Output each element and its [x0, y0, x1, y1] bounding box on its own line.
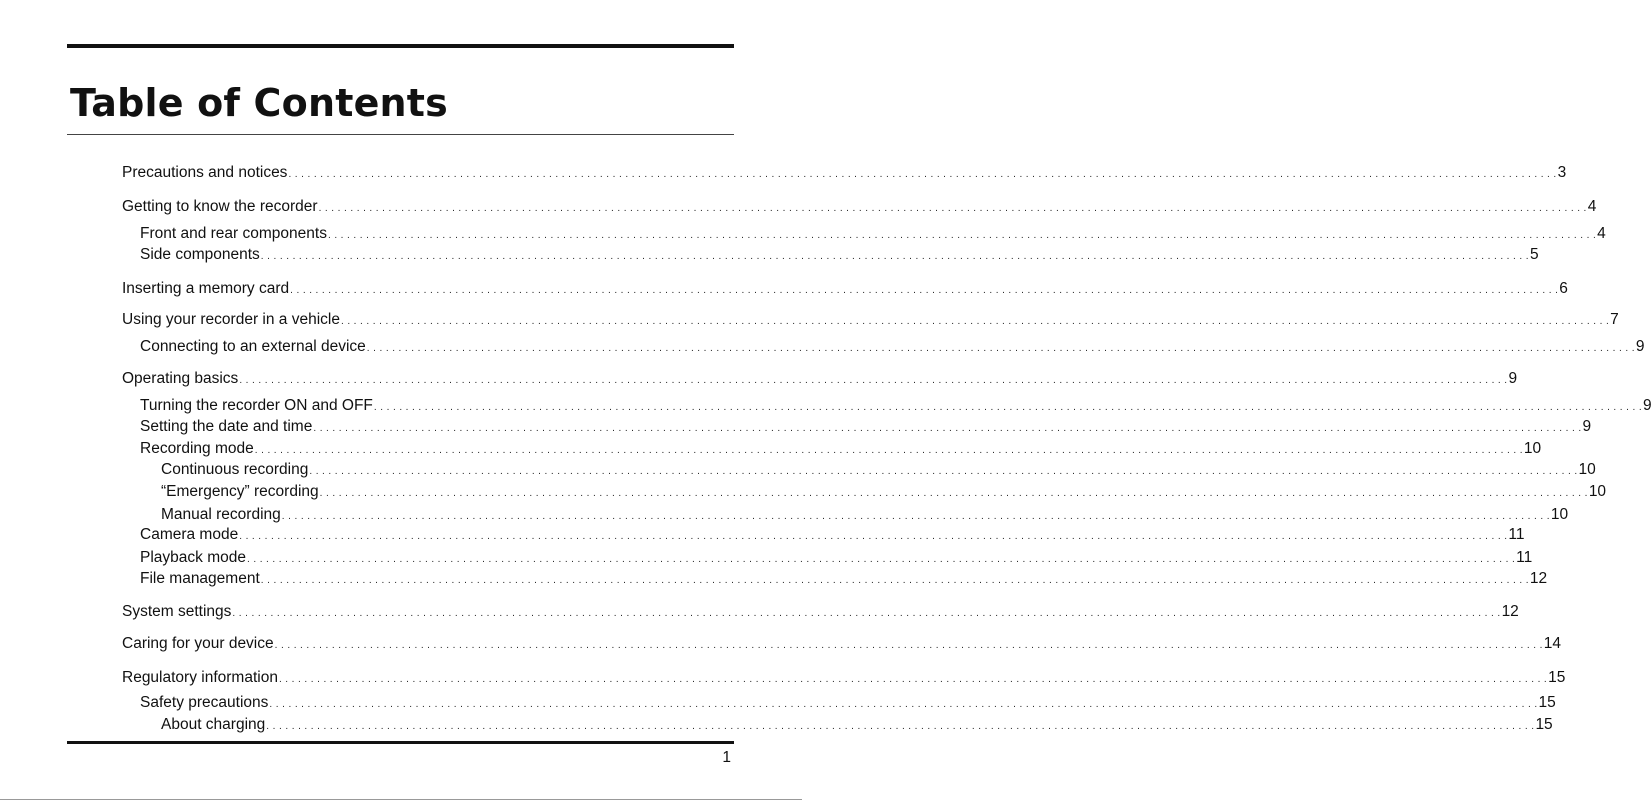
- dot-leader: . . . . . . . . . . . . . . . . . . . . . . . . . . . . . . . . . . . . . . . . . . . . . . . . . . . . . . . . . . . . . . . . . . . . . . . . . . . . . . . . . . . . . . . . . . . . . . . . . . . . . . . . . . . . . . . . . . . . . . . . . . . . . . . . . . . . . . . . . . . . . . . . . . . . . . . . . . . . . . . . . . . . . . . . . . . . . . . . . . . . . . . . . . . . . . . . . . . . . . . .: [340, 316, 1610, 327]
- dot-leader: . . . . . . . . . . . . . . . . . . . . . . . . . . . . . . . . . . . . . . . . . . . . . . . . . . . . . . . . . . . . . . . . . . . . . . . . . . . . . . . . . . . . . . . . . . . . . . . . . . . . . . . . . . . . . . . . . . . . . . . . . . . . . . . . . . . . . . . . . . . . . . . . . . . . . . . . . . . . . . . . . . . . . . . . . . . . . . . . . . . . . . . . . . . . . . . . . . . . . . . .: [274, 640, 1543, 651]
- dot-leader: . . . . . . . . . . . . . . . . . . . . . . . . . . . . . . . . . . . . . . . . . . . . . . . . . . . . . . . . . . . . . . . . . . . . . . . . . . . . . . . . . . . . . . . . . . . . . . . . . . . . . . . . . . . . . . . . . . . . . . . . . . . . . . . . . . . . . . . . . . . . . . . . . . . . . . . . . . . . . . . . . . . . . . . . . . . . . . . . . . . . . . . . . . . . . . . . . . . . . . . .: [266, 721, 1535, 732]
- toc-entry[interactable]: [140, 568, 1548, 590]
- toc-entry-page: 14: [1543, 635, 1562, 652]
- dot-leader: . . . . . . . . . . . . . . . . . . . . . . . . . . . . . . . . . . . . . . . . . . . . . . . . . . . . . . . . . . . . . . . . . . . . . . . . . . . . . . . . . . . . . . . . . . . . . . . . . . . . . . . . . . . . . . . . . . . . . . . . . . . . . . . . . . . . . . . . . . . . . . . . . . . . . . . . . . . . . . . . . . . . . . . . . . . . . . . . . . . . . . . . . . . . . . . . . . . . . . . .: [290, 285, 1559, 296]
- dot-leader: . . . . . . . . . . . . . . . . . . . . . . . . . . . . . . . . . . . . . . . . . . . . . . . . . . . . . . . . . . . . . . . . . . . . . . . . . . . . . . . . . . . . . . . . . . . . . . . . . . . . . . . . . . . . . . . . . . . . . . . . . . . . . . . . . . . . . . . . . . . . . . . . . . . . . . . . . . . . . . . . . . . . . . . . . . . . . . . . . . . . . . . . . . . . . . . . . . . . . . . .: [278, 674, 1548, 685]
- toc-entry-page: 9: [1643, 397, 1652, 414]
- toc-entry-page: 9: [1635, 338, 1645, 355]
- toc-entry[interactable]: [122, 278, 1568, 300]
- toc-entry-page: 4: [1597, 225, 1606, 242]
- dot-leader: . . . . . . . . . . . . . . . . . . . . . . . . . . . . . . . . . . . . . . . . . . . . . . . . . . . . . . . . . . . . . . . . . . . . . . . . . . . . . . . . . . . . . . . . . . . . . . . . . . . . . . . . . . . . . . . . . . . . . . . . . . . . . . . . . . . . . . . . . . . . . . . . . . . . . . . . . . . . . . . . . . . . . . . . . . . . . . . . . . . . . . . . . . . . . . . . . . . . . . . .: [239, 375, 1508, 386]
- footer-rule: [67, 741, 734, 744]
- toc-entry-label: Setting the date and time: [140, 418, 313, 435]
- toc-entry-label: File management: [140, 570, 260, 587]
- toc-entry-page: 10: [1523, 440, 1542, 457]
- toc-entry-label: Inserting a memory card: [122, 280, 290, 297]
- toc-entry[interactable]: [140, 223, 1606, 245]
- toc-entry-label: Precautions and notices: [122, 164, 288, 181]
- dot-leader: . . . . . . . . . . . . . . . . . . . . . . . . . . . . . . . . . . . . . . . . . . . . . . . . . . . . . . . . . . . . . . . . . . . . . . . . . . . . . . . . . . . . . . . . . . . . . . . . . . . . . . . . . . . . . . . . . . . . . . . . . . . . . . . . . . . . . . . . . . . . . . . . . . . . . . . . . . . . . . . . . . . . . . . . . . . . . . . . . . . . . . . . . . . . . . . . . . . . . . . .: [309, 466, 1578, 477]
- page-edge: [0, 799, 802, 800]
- toc-entry-label: About charging: [161, 716, 266, 733]
- dot-leader: . . . . . . . . . . . . . . . . . . . . . . . . . . . . . . . . . . . . . . . . . . . . . . . . . . . . . . . . . . . . . . . . . . . . . . . . . . . . . . . . . . . . . . . . . . . . . . . . . . . . . . . . . . . . . . . . . . . . . . . . . . . . . . . . . . . . . . . . . . . . . . . . . . . . . . . . . . . . . . . . . . . . . . . . . . . . . . . . . . . . . . . . . . . . . . . . . . . . . . . .: [232, 608, 1501, 619]
- dot-leader: . . . . . . . . . . . . . . . . . . . . . . . . . . . . . . . . . . . . . . . . . . . . . . . . . . . . . . . . . . . . . . . . . . . . . . . . . . . . . . . . . . . . . . . . . . . . . . . . . . . . . . . . . . . . . . . . . . . . . . . . . . . . . . . . . . . . . . . . . . . . . . . . . . . . . . . . . . . . . . . . . . . . . . . . . . . . . . . . . . . . . . . . . . . . . . . . . . . . . . . .: [288, 169, 1557, 180]
- toc-entry-page: 4: [1587, 198, 1597, 215]
- toc-entry[interactable]: [122, 368, 1518, 390]
- dot-leader: . . . . . . . . . . . . . . . . . . . . . . . . . . . . . . . . . . . . . . . . . . . . . . . . . . . . . . . . . . . . . . . . . . . . . . . . . . . . . . . . . . . . . . . . . . . . . . . . . . . . . . . . . . . . . . . . . . . . . . . . . . . . . . . . . . . . . . . . . . . . . . . . . . . . . . . . . . . . . . . . . . . . . . . . . . . . . . . . . . . . . . . . . . . . . . . . . . . . . . . .: [260, 251, 1529, 262]
- dot-leader: . . . . . . . . . . . . . . . . . . . . . . . . . . . . . . . . . . . . . . . . . . . . . . . . . . . . . . . . . . . . . . . . . . . . . . . . . . . . . . . . . . . . . . . . . . . . . . . . . . . . . . . . . . . . . . . . . . . . . . . . . . . . . . . . . . . . . . . . . . . . . . . . . . . . . . . . . . . . . . . . . . . . . . . . . . . . . . . . . . . . . . . . . . . . . . . . . . . . . . . .: [373, 402, 1643, 413]
- toc-entry[interactable]: [122, 309, 1619, 331]
- dot-leader: . . . . . . . . . . . . . . . . . . . . . . . . . . . . . . . . . . . . . . . . . . . . . . . . . . . . . . . . . . . . . . . . . . . . . . . . . . . . . . . . . . . . . . . . . . . . . . . . . . . . . . . . . . . . . . . . . . . . . . . . . . . . . . . . . . . . . . . . . . . . . . . . . . . . . . . . . . . . . . . . . . . . . . . . . . . . . . . . . . . . . . . . . . . . . . . . . . . . . . . .: [327, 230, 1597, 241]
- toc-entry-page: 9: [1508, 370, 1518, 387]
- toc-entry[interactable]: [161, 714, 1553, 736]
- toc-entry-label: Continuous recording: [161, 461, 309, 478]
- page-title: Table of Contents: [70, 81, 448, 125]
- toc-entry-label: Side components: [140, 246, 260, 263]
- toc-entry-label: Operating basics: [122, 370, 239, 387]
- toc-entry[interactable]: [161, 481, 1607, 503]
- toc-entry[interactable]: [140, 416, 1592, 438]
- toc-entry[interactable]: [161, 504, 1569, 526]
- toc-entry-page: 11: [1508, 526, 1525, 543]
- toc-entry[interactable]: [122, 633, 1562, 655]
- toc-entry-page: 9: [1582, 418, 1592, 435]
- toc-entry-page: 15: [1538, 694, 1556, 711]
- toc-entry-label: “Emergency” recording: [161, 483, 319, 500]
- toc-entry-label: System settings: [122, 603, 232, 620]
- toc-entry[interactable]: [140, 438, 1542, 460]
- dot-leader: . . . . . . . . . . . . . . . . . . . . . . . . . . . . . . . . . . . . . . . . . . . . . . . . . . . . . . . . . . . . . . . . . . . . . . . . . . . . . . . . . . . . . . . . . . . . . . . . . . . . . . . . . . . . . . . . . . . . . . . . . . . . . . . . . . . . . . . . . . . . . . . . . . . . . . . . . . . . . . . . . . . . . . . . . . . . . . . . . . . . . . . . . . . . . . . . . . . . . . . .: [281, 511, 1550, 522]
- dot-leader: . . . . . . . . . . . . . . . . . . . . . . . . . . . . . . . . . . . . . . . . . . . . . . . . . . . . . . . . . . . . . . . . . . . . . . . . . . . . . . . . . . . . . . . . . . . . . . . . . . . . . . . . . . . . . . . . . . . . . . . . . . . . . . . . . . . . . . . . . . . . . . . . . . . . . . . . . . . . . . . . . . . . . . . . . . . . . . . . . . . . . . . . . . . . . . . . . . . . . . . .: [246, 554, 1516, 565]
- dot-leader: . . . . . . . . . . . . . . . . . . . . . . . . . . . . . . . . . . . . . . . . . . . . . . . . . . . . . . . . . . . . . . . . . . . . . . . . . . . . . . . . . . . . . . . . . . . . . . . . . . . . . . . . . . . . . . . . . . . . . . . . . . . . . . . . . . . . . . . . . . . . . . . . . . . . . . . . . . . . . . . . . . . . . . . . . . . . . . . . . . . . . . . . . . . . . . . . . . . . . . . .: [260, 575, 1529, 586]
- toc-entry-page: 15: [1548, 669, 1566, 686]
- toc-entry[interactable]: [140, 547, 1533, 569]
- toc-entry[interactable]: [140, 395, 1652, 417]
- toc-entry-label: Getting to know the recorder: [122, 198, 318, 215]
- dot-leader: . . . . . . . . . . . . . . . . . . . . . . . . . . . . . . . . . . . . . . . . . . . . . . . . . . . . . . . . . . . . . . . . . . . . . . . . . . . . . . . . . . . . . . . . . . . . . . . . . . . . . . . . . . . . . . . . . . . . . . . . . . . . . . . . . . . . . . . . . . . . . . . . . . . . . . . . . . . . . . . . . . . . . . . . . . . . . . . . . . . . . . . . . . . . . . . . . . . . . . . .: [318, 203, 1587, 214]
- toc-entry[interactable]: [122, 196, 1597, 218]
- page-number: 1: [722, 749, 731, 766]
- toc-entry-label: Safety precautions: [140, 694, 269, 711]
- toc-entry[interactable]: [140, 336, 1645, 358]
- toc-entry[interactable]: [140, 244, 1539, 266]
- toc-entry-page: 10: [1588, 483, 1607, 500]
- toc-entry-page: 15: [1535, 716, 1553, 733]
- toc-entry-page: 6: [1559, 280, 1568, 297]
- dot-leader: . . . . . . . . . . . . . . . . . . . . . . . . . . . . . . . . . . . . . . . . . . . . . . . . . . . . . . . . . . . . . . . . . . . . . . . . . . . . . . . . . . . . . . . . . . . . . . . . . . . . . . . . . . . . . . . . . . . . . . . . . . . . . . . . . . . . . . . . . . . . . . . . . . . . . . . . . . . . . . . . . . . . . . . . . . . . . . . . . . . . . . . . . . . . . . . . . . . . . . . .: [366, 343, 1635, 354]
- toc-entry-label: Using your recorder in a vehicle: [122, 311, 340, 328]
- dot-leader: . . . . . . . . . . . . . . . . . . . . . . . . . . . . . . . . . . . . . . . . . . . . . . . . . . . . . . . . . . . . . . . . . . . . . . . . . . . . . . . . . . . . . . . . . . . . . . . . . . . . . . . . . . . . . . . . . . . . . . . . . . . . . . . . . . . . . . . . . . . . . . . . . . . . . . . . . . . . . . . . . . . . . . . . . . . . . . . . . . . . . . . . . . . . . . . . . . . . . . . .: [239, 531, 1508, 542]
- toc-entry-page: 10: [1550, 506, 1569, 523]
- toc-entry[interactable]: [140, 524, 1525, 546]
- toc-entry-label: Playback mode: [140, 549, 246, 566]
- toc-entry-label: Recording mode: [140, 440, 254, 457]
- toc-entry-label: Front and rear components: [140, 225, 327, 242]
- toc-entry[interactable]: [122, 667, 1566, 689]
- dot-leader: . . . . . . . . . . . . . . . . . . . . . . . . . . . . . . . . . . . . . . . . . . . . . . . . . . . . . . . . . . . . . . . . . . . . . . . . . . . . . . . . . . . . . . . . . . . . . . . . . . . . . . . . . . . . . . . . . . . . . . . . . . . . . . . . . . . . . . . . . . . . . . . . . . . . . . . . . . . . . . . . . . . . . . . . . . . . . . . . . . . . . . . . . . . . . . . . . . . . . . . .: [254, 445, 1523, 456]
- toc-entry-page: 12: [1529, 570, 1548, 587]
- toc-entry[interactable]: [140, 692, 1556, 714]
- toc-entry-page: 3: [1557, 164, 1567, 181]
- toc-entry-page: 7: [1610, 311, 1619, 328]
- toc-entry-page: 10: [1578, 461, 1596, 478]
- toc-entry-page: 12: [1501, 603, 1519, 620]
- toc-entry[interactable]: [122, 601, 1519, 623]
- toc-entry[interactable]: [122, 162, 1567, 184]
- dot-leader: . . . . . . . . . . . . . . . . . . . . . . . . . . . . . . . . . . . . . . . . . . . . . . . . . . . . . . . . . . . . . . . . . . . . . . . . . . . . . . . . . . . . . . . . . . . . . . . . . . . . . . . . . . . . . . . . . . . . . . . . . . . . . . . . . . . . . . . . . . . . . . . . . . . . . . . . . . . . . . . . . . . . . . . . . . . . . . . . . . . . . . . . . . . . . . . . . . . . . . . .: [319, 488, 1588, 499]
- toc-entry-label: Manual recording: [161, 506, 281, 523]
- toc-entry-page: 11: [1516, 549, 1533, 566]
- toc-entry-label: Turning the recorder ON and OFF: [140, 397, 373, 414]
- dot-leader: . . . . . . . . . . . . . . . . . . . . . . . . . . . . . . . . . . . . . . . . . . . . . . . . . . . . . . . . . . . . . . . . . . . . . . . . . . . . . . . . . . . . . . . . . . . . . . . . . . . . . . . . . . . . . . . . . . . . . . . . . . . . . . . . . . . . . . . . . . . . . . . . . . . . . . . . . . . . . . . . . . . . . . . . . . . . . . . . . . . . . . . . . . . . . . . . . . . . . . . .: [313, 423, 1582, 434]
- toc-entry-label: Camera mode: [140, 526, 239, 543]
- dot-leader: . . . . . . . . . . . . . . . . . . . . . . . . . . . . . . . . . . . . . . . . . . . . . . . . . . . . . . . . . . . . . . . . . . . . . . . . . . . . . . . . . . . . . . . . . . . . . . . . . . . . . . . . . . . . . . . . . . . . . . . . . . . . . . . . . . . . . . . . . . . . . . . . . . . . . . . . . . . . . . . . . . . . . . . . . . . . . . . . . . . . . . . . . . . . . . . . . . . . . . . .: [269, 699, 1538, 710]
- toc-entry-label: Connecting to an external device: [140, 338, 366, 355]
- toc-entry-label: Regulatory information: [122, 669, 278, 686]
- toc-entry-page: 5: [1529, 246, 1539, 263]
- toc-entry-label: Caring for your device: [122, 635, 274, 652]
- toc-entry[interactable]: [161, 459, 1596, 481]
